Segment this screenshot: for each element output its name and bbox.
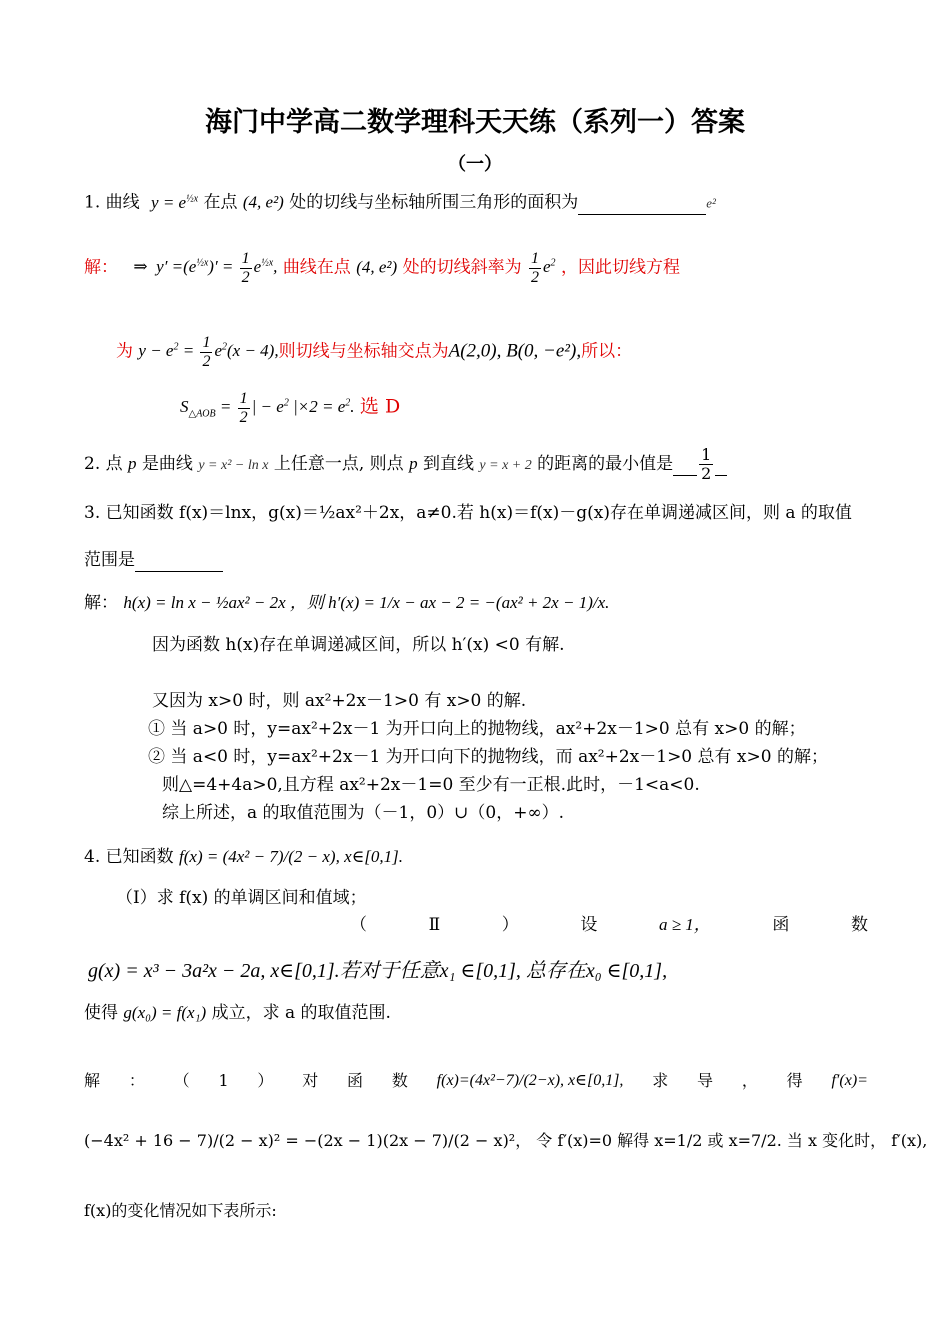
sol1-area: $S_{\triangle AOB}$ = $\frac{1}{2}$ | − $e^2$ $|\times 2 = e^2$. bbox=[180, 390, 355, 426]
q1-answer-blank bbox=[578, 192, 706, 215]
solution-3-line-3: 又因为 x>0 时，则 ax²+2x－1>0 有 x>0 的解. bbox=[152, 691, 527, 711]
q2-var: p bbox=[409, 454, 418, 473]
sol3-h-derivative: h(x) = ln x − ½ax² − 2x ，则 h′(x) = 1/x − ax − 2 = −(ax² + 2x − 1)/x. bbox=[123, 593, 610, 612]
sol1-text: 处的切线斜率为 bbox=[402, 257, 522, 278]
solution-4-line-3: f(x)的变化情况如下表所示: bbox=[84, 1201, 277, 1220]
sol1-choice: 选 D bbox=[359, 395, 401, 418]
q1-answer: e² bbox=[706, 195, 716, 211]
q1-text: 在点 bbox=[203, 192, 238, 213]
question-4-line-1 bbox=[84, 846, 403, 868]
question-2 bbox=[84, 446, 727, 483]
q2-text: 的距离的最小值是 bbox=[537, 454, 674, 474]
question-4-line-4: g(x) = x³ − 3a²x − 2a, x∈[0,1].若对于任意x₁ ∈[0,1], 总存在x₀ ∈[0,1], bbox=[88, 960, 668, 982]
question-4-line-2: （Ⅰ）求 f(x) 的单调区间和值域； bbox=[116, 888, 367, 908]
q2-text: 2. 点 bbox=[84, 454, 123, 474]
solution-1-line-3 bbox=[180, 390, 400, 427]
q2-text: 上任意一点, 则点 bbox=[273, 454, 404, 474]
solution-1-line-2 bbox=[116, 334, 632, 371]
solution-3-line-6: 则△=4+4a>0,且方程 ax²+2x－1=0 至少有一正根.此时，－1<a<0. bbox=[162, 775, 700, 795]
page-title: 海门中学高二数学理科天天练（系列一）答案 bbox=[205, 107, 745, 138]
q2-text: 到直线 bbox=[423, 454, 474, 474]
sol1-point: (4, e²) bbox=[356, 257, 398, 277]
q4-condition: g(x₀) = f(x₁) bbox=[123, 1003, 207, 1022]
q1-text: 处的切线与坐标轴所围三角形的面积为 bbox=[289, 192, 579, 213]
question-3-line-2 bbox=[84, 549, 223, 572]
q1-point: (4, e²) bbox=[242, 192, 284, 212]
sol1-text: 为 bbox=[116, 341, 133, 362]
q4-function: f(x) = (4x² − 7)/(2 − x), x∈[0,1]. bbox=[179, 847, 403, 866]
q4-text: 成立，求 a 的取值范围. bbox=[211, 1003, 391, 1023]
q2-var: p bbox=[128, 454, 137, 473]
question-4-line-5 bbox=[84, 1002, 391, 1024]
q4-text: 4. 已知函数 bbox=[84, 847, 174, 867]
solution-4-line-2: (−4x² + 16 − 7)/(2 − x)² = −(2x − 1)(2x − 7)/(2 − x)²， 令 f′(x)=0 解得 x=1/2 或 x=7/2. 当 x 变化时， f′(x), bbox=[84, 1131, 928, 1150]
q3-answer-blank bbox=[135, 549, 223, 572]
solution-3-line-7: 综上所述，a 的取值范围为（－1，0）∪（0，+∞）. bbox=[162, 803, 565, 823]
q1-text: 1. 曲线 bbox=[84, 192, 140, 213]
solution-label: 解： bbox=[84, 257, 118, 278]
sol1-slope: $\frac{1}{2}$ $e^2$ bbox=[531, 250, 556, 286]
solution-1-line-1 bbox=[84, 250, 680, 287]
q1-curve: $y = e^{\frac{1}{2}x}$ bbox=[151, 192, 199, 212]
sol1-text: ，因此切线方程 bbox=[560, 257, 680, 278]
sol1-text: 则切线与坐标轴交点为 bbox=[278, 341, 449, 362]
solution-4-line-1: 解 ： （ 1 ） 对 函 数 f(x)=(4x²−7)/(2−x), x∈[0,1], 求 导 ， 得 f′(x)= bbox=[84, 1071, 868, 1090]
q4-text: 使得 bbox=[84, 1003, 118, 1023]
question-1 bbox=[84, 188, 716, 215]
q2-curve: y = x² − ln x bbox=[198, 458, 269, 473]
sol1-intersections: A(2,0), B(0, −e²), bbox=[448, 340, 582, 362]
sol1-tangent-equation: $y - e^2$ = $\frac{1}{2}$ $e^2(x - 4)$, bbox=[138, 334, 279, 370]
q2-text: 是曲线 bbox=[141, 454, 193, 474]
solution-3-line-5: ② 当 a<0 时，y=ax²+2x－1 为开口向下的抛物线，而 ax²+2x－1>0 总有 x>0 的解； bbox=[148, 747, 828, 767]
q2-answer: $\frac{1}{2}$ bbox=[701, 445, 712, 483]
solution-3-line-4: ① 当 a>0 时，y=ax²+2x－1 为开口向上的抛物线，ax²+2x－1>0 总有 x>0 的解； bbox=[148, 719, 806, 739]
section-heading: （一） bbox=[448, 154, 502, 175]
solution-3-line-2: 因为函数 h(x)存在单调递减区间，所以 h′(x) <0 有解. bbox=[152, 635, 565, 655]
q2-line: y = x + 2 bbox=[479, 458, 532, 473]
sol1-text: 所以： bbox=[581, 341, 633, 362]
sol1-derivative: ⇒ $y' =(e^{\frac{1}{2}x})'$ = $\frac{1}{2}$ $e^{\frac{1}{2}x}$, bbox=[133, 250, 278, 286]
sol1-text: 曲线在点 bbox=[282, 257, 351, 278]
question-4-line-3: （ Ⅱ ） 设 a ≥ 1， 函 数 bbox=[350, 915, 868, 935]
solution-label: 解： bbox=[84, 593, 118, 613]
question-3-line-1: 3. 已知函数 f(x)＝lnx，g(x)＝½ax²＋2x，a≠0.若 h(x)＝f(x)－g(x)存在单调递减区间，则 a 的取值 bbox=[84, 503, 852, 523]
solution-3-line-1 bbox=[84, 592, 609, 614]
q3-text: 范围是 bbox=[84, 550, 135, 570]
